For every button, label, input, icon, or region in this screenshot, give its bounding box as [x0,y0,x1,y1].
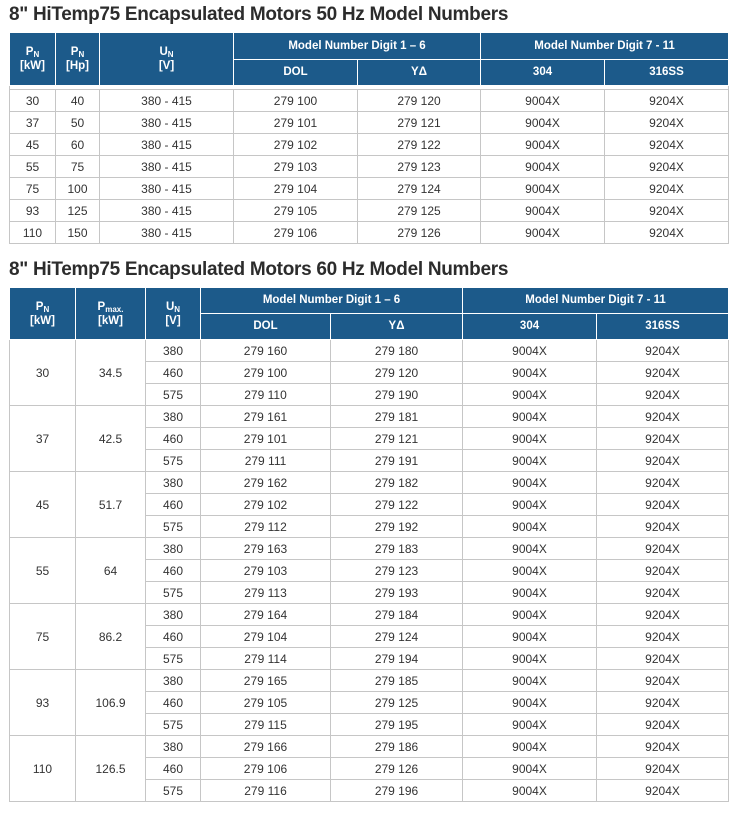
cell-y-delta: 279 123 [358,156,481,178]
cell-dol: 279 100 [234,90,358,112]
cell-316ss: 9204X [597,714,729,736]
cell-un: 575 [146,450,201,472]
cell-y-delta: 279 121 [358,112,481,134]
cell-dol: 279 163 [201,538,331,560]
cell-316ss: 9204X [597,648,729,670]
cell-pn-hp: 125 [56,200,100,222]
cell-y-delta: 279 123 [331,560,463,582]
cell-pn-kw: 30 [10,90,56,112]
cell-pmax-kw: 106.9 [76,670,146,736]
cell-304: 9004X [463,516,597,538]
cell-y-delta: 279 120 [331,362,463,384]
cell-304: 9004X [463,714,597,736]
cell-304: 9004X [463,406,597,428]
cell-un: 380 - 415 [100,200,234,222]
cell-304: 9004X [481,134,605,156]
cell-dol: 279 105 [201,692,331,714]
cell-dol: 279 116 [201,780,331,802]
cell-pn-hp: 40 [56,90,100,112]
cell-dol: 279 113 [201,582,331,604]
header-dol: DOL [201,314,331,340]
cell-un: 380 [146,604,201,626]
cell-pn-kw: 55 [10,538,76,604]
header-un: $U_N$ [V] [100,33,234,86]
cell-pn-kw: 37 [10,406,76,472]
cell-un: 460 [146,428,201,450]
cell-un: 380 [146,340,201,362]
cell-304: 9004X [481,200,605,222]
table-row [10,156,729,178]
cell-316ss: 9204X [597,670,729,692]
cell-dol: 279 110 [201,384,331,406]
cell-y-delta: 279 125 [358,200,481,222]
cell-y-delta: 279 195 [331,714,463,736]
cell-304: 9004X [463,582,597,604]
cell-y-delta: 279 190 [331,384,463,406]
cell-pn-kw: 45 [10,134,56,156]
cell-316ss: 9204X [597,626,729,648]
cell-pn-hp: 50 [56,112,100,134]
cell-pn-kw: 45 [10,472,76,538]
cell-316ss: 9204X [597,516,729,538]
cell-304: 9004X [463,604,597,626]
header-pn-hp: $P_N$ [Hp] [56,33,100,86]
cell-un: 380 [146,736,201,758]
cell-316ss: 9204X [597,428,729,450]
cell-316ss: 9204X [597,472,729,494]
cell-304: 9004X [463,494,597,516]
cell-pn-kw: 75 [10,604,76,670]
cell-pn-kw: 75 [10,178,56,200]
cell-y-delta: 279 196 [331,780,463,802]
cell-y-delta: 279 126 [358,222,481,244]
table-row [10,178,729,200]
cell-304: 9004X [463,384,597,406]
cell-316ss: 9204X [597,340,729,362]
cell-316ss: 9204X [605,200,729,222]
table-row [10,736,729,758]
model-table-50hz [9,32,729,244]
cell-304: 9004X [463,428,597,450]
cell-pn-kw: 110 [10,736,76,802]
header-pmax-kw: $P_{max.}$ [kW] [76,288,146,340]
cell-pmax-kw: 126.5 [76,736,146,802]
header-un: $U_N$ [V] [146,288,201,340]
cell-un: 575 [146,582,201,604]
cell-304: 9004X [463,670,597,692]
cell-un: 460 [146,626,201,648]
cell-pn-kw: 37 [10,112,56,134]
cell-316ss: 9204X [605,112,729,134]
cell-dol: 279 115 [201,714,331,736]
cell-304: 9004X [463,780,597,802]
table-row [10,670,729,692]
cell-pn-kw: 93 [10,200,56,222]
cell-pn-hp: 150 [56,222,100,244]
table-row [10,200,729,222]
header-316ss: 316SS [605,60,729,86]
cell-316ss: 9204X [597,758,729,780]
cell-304: 9004X [481,156,605,178]
cell-y-delta: 279 182 [331,472,463,494]
cell-pn-kw: 55 [10,156,56,178]
cell-304: 9004X [481,222,605,244]
cell-y-delta: 279 180 [331,340,463,362]
cell-y-delta: 279 122 [331,494,463,516]
cell-y-delta: 279 193 [331,582,463,604]
cell-un: 380 - 415 [100,112,234,134]
table-row [10,134,729,156]
table-row [10,472,729,494]
cell-304: 9004X [481,178,605,200]
cell-316ss: 9204X [597,560,729,582]
cell-304: 9004X [463,736,597,758]
cell-y-delta: 279 121 [331,428,463,450]
cell-316ss: 9204X [597,450,729,472]
cell-316ss: 9204X [597,406,729,428]
header-dol: DOL [234,60,358,86]
cell-316ss: 9204X [605,178,729,200]
cell-304: 9004X [481,112,605,134]
cell-un: 380 [146,472,201,494]
cell-dol: 279 106 [201,758,331,780]
cell-pmax-kw: 64 [76,538,146,604]
cell-304: 9004X [463,626,597,648]
cell-304: 9004X [463,648,597,670]
cell-dol: 279 105 [234,200,358,222]
cell-un: 575 [146,384,201,406]
cell-un: 380 - 415 [100,156,234,178]
cell-316ss: 9204X [597,582,729,604]
cell-304: 9004X [463,450,597,472]
table-row [10,604,729,626]
header-group-digit-7-11: Model Number Digit 7 - 11 [463,288,729,314]
table-50hz-title: 8" HiTemp75 Encapsulated Motors 50 Hz Model Numbers [9,4,509,25]
cell-dol: 279 166 [201,736,331,758]
cell-304: 9004X [463,362,597,384]
cell-304: 9004X [463,472,597,494]
cell-y-delta: 279 194 [331,648,463,670]
cell-y-delta: 279 186 [331,736,463,758]
cell-316ss: 9204X [597,736,729,758]
cell-dol: 279 102 [201,494,331,516]
cell-dol: 279 160 [201,340,331,362]
table-row [10,406,729,428]
cell-un: 380 - 415 [100,134,234,156]
cell-316ss: 9204X [597,384,729,406]
cell-un: 380 - 415 [100,178,234,200]
table-row [10,538,729,560]
cell-304: 9004X [463,560,597,582]
cell-pn-hp: 100 [56,178,100,200]
cell-316ss: 9204X [597,604,729,626]
cell-y-delta: 279 181 [331,406,463,428]
cell-304: 9004X [463,692,597,714]
cell-y-delta: 279 120 [358,90,481,112]
cell-y-delta: 279 184 [331,604,463,626]
cell-pmax-kw: 34.5 [76,340,146,406]
cell-un: 575 [146,648,201,670]
cell-y-delta: 279 185 [331,670,463,692]
table-60hz-title: 8" HiTemp75 Encapsulated Motors 60 Hz Model Numbers [9,259,509,280]
cell-dol: 279 162 [201,472,331,494]
cell-dol: 279 104 [201,626,331,648]
cell-316ss: 9204X [597,362,729,384]
cell-304: 9004X [463,758,597,780]
cell-dol: 279 102 [234,134,358,156]
cell-dol: 279 103 [201,560,331,582]
cell-304: 9004X [463,538,597,560]
cell-pn-hp: 75 [56,156,100,178]
cell-dol: 279 165 [201,670,331,692]
cell-un: 380 - 415 [100,222,234,244]
header-304: 304 [463,314,597,340]
cell-y-delta: 279 183 [331,538,463,560]
cell-dol: 279 161 [201,406,331,428]
cell-dol: 279 114 [201,648,331,670]
cell-304: 9004X [481,90,605,112]
cell-316ss: 9204X [605,90,729,112]
cell-un: 460 [146,560,201,582]
cell-un: 460 [146,692,201,714]
cell-316ss: 9204X [605,134,729,156]
cell-y-delta: 279 124 [331,626,463,648]
header-group-digit-1-6: Model Number Digit 1 – 6 [234,33,481,60]
header-group-digit-1-6: Model Number Digit 1 – 6 [201,288,463,314]
cell-un: 380 [146,670,201,692]
cell-316ss: 9204X [597,692,729,714]
cell-pmax-kw: 86.2 [76,604,146,670]
cell-un: 460 [146,362,201,384]
table-row [10,222,729,244]
cell-y-delta: 279 191 [331,450,463,472]
cell-pmax-kw: 42.5 [76,406,146,472]
cell-y-delta: 279 192 [331,516,463,538]
cell-316ss: 9204X [597,538,729,560]
cell-un: 575 [146,516,201,538]
cell-pn-kw: 93 [10,670,76,736]
cell-y-delta: 279 124 [358,178,481,200]
cell-dol: 279 100 [201,362,331,384]
table-row [10,112,729,134]
header-y-delta: YΔ [331,314,463,340]
cell-316ss: 9204X [605,156,729,178]
cell-un: 460 [146,758,201,780]
cell-dol: 279 111 [201,450,331,472]
cell-dol: 279 101 [234,112,358,134]
cell-un: 380 - 415 [100,90,234,112]
cell-dol: 279 112 [201,516,331,538]
cell-304: 9004X [463,340,597,362]
cell-dol: 279 164 [201,604,331,626]
model-table-60hz [9,287,729,802]
cell-dol: 279 101 [201,428,331,450]
cell-316ss: 9204X [605,222,729,244]
table-row [10,340,729,362]
header-group-digit-7-11: Model Number Digit 7 - 11 [481,33,729,60]
cell-un: 380 [146,406,201,428]
header-y-delta: YΔ [358,60,481,86]
header-pn-kw: $P_N$ [kW] [10,33,56,86]
cell-un: 460 [146,494,201,516]
cell-un: 575 [146,714,201,736]
header-304: 304 [481,60,605,86]
cell-y-delta: 279 122 [358,134,481,156]
cell-pn-hp: 60 [56,134,100,156]
table-row [10,90,729,112]
cell-dol: 279 103 [234,156,358,178]
cell-y-delta: 279 126 [331,758,463,780]
cell-y-delta: 279 125 [331,692,463,714]
header-pn-kw: $P_N$ [kW] [10,288,76,340]
cell-un: 380 [146,538,201,560]
cell-316ss: 9204X [597,494,729,516]
cell-pn-kw: 110 [10,222,56,244]
cell-pn-kw: 30 [10,340,76,406]
cell-dol: 279 104 [234,178,358,200]
cell-dol: 279 106 [234,222,358,244]
cell-un: 575 [146,780,201,802]
cell-316ss: 9204X [597,780,729,802]
cell-pmax-kw: 51.7 [76,472,146,538]
header-316ss: 316SS [597,314,729,340]
